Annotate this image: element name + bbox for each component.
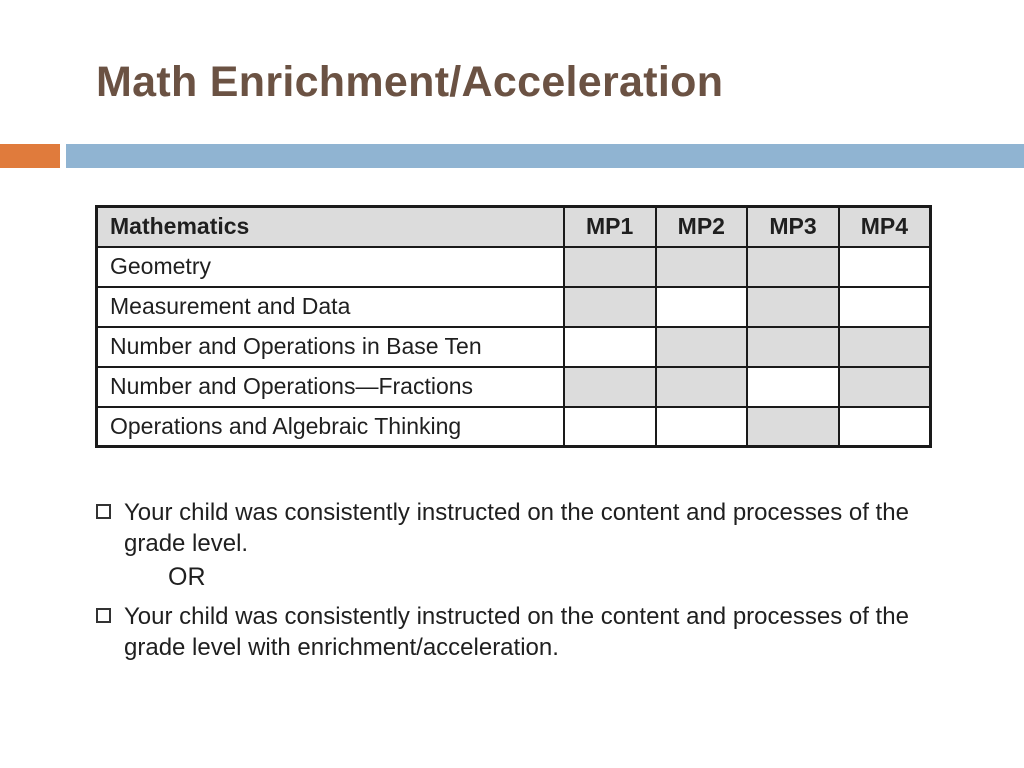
option-enrichment-text: Your child was consistently instructed on the content and processes of the grade level with enrichment/acceleration. (124, 603, 909, 661)
mp2-cell (656, 407, 748, 447)
mp1-cell (564, 287, 656, 327)
mp3-cell (747, 367, 839, 407)
mp3-cell (747, 287, 839, 327)
row-subject: Number and Operations in Base Ten (97, 327, 564, 367)
row-subject: Geometry (97, 247, 564, 287)
mp1-cell (564, 247, 656, 287)
header-mp1: MP1 (564, 207, 656, 247)
mp3-cell (747, 407, 839, 447)
mp2-cell (656, 247, 748, 287)
table-row (97, 327, 931, 367)
mp4-cell (839, 247, 931, 287)
accent-bar-orange (0, 144, 60, 168)
option-grade-level (96, 497, 916, 559)
table-row (97, 247, 931, 287)
table-row (97, 287, 931, 327)
mp4-cell (839, 327, 931, 367)
mp2-cell (656, 367, 748, 407)
mp2-cell (656, 287, 748, 327)
option-grade-level-text: Your child was consistently instructed on the content and processes of the grade level. (124, 499, 909, 557)
row-subject: Operations and Algebraic Thinking (97, 407, 564, 447)
table-row (97, 407, 931, 447)
mp4-cell (839, 287, 931, 327)
header-mp2: MP2 (656, 207, 748, 247)
row-subject: Number and Operations—Fractions (97, 367, 564, 407)
mp3-cell (747, 327, 839, 367)
checkbox-icon[interactable] (96, 608, 111, 623)
header-mp3: MP3 (747, 207, 839, 247)
row-subject: Measurement and Data (97, 287, 564, 327)
option-enrichment (96, 601, 916, 663)
header-mathematics: Mathematics (97, 207, 564, 247)
mp3-cell (747, 247, 839, 287)
accent-bar-blue (66, 144, 1024, 168)
mp2-cell (656, 327, 748, 367)
table-row (97, 367, 931, 407)
mp4-cell (839, 367, 931, 407)
header-mp4: MP4 (839, 207, 931, 247)
mp4-cell (839, 407, 931, 447)
checkbox-icon[interactable] (96, 504, 111, 519)
slide-title: Math Enrichment/Acceleration (96, 58, 724, 106)
mp1-cell (564, 367, 656, 407)
or-separator: OR (168, 563, 206, 591)
marking-period-table (95, 205, 932, 448)
mp1-cell (564, 407, 656, 447)
mp1-cell (564, 327, 656, 367)
table-header-row (97, 207, 931, 247)
